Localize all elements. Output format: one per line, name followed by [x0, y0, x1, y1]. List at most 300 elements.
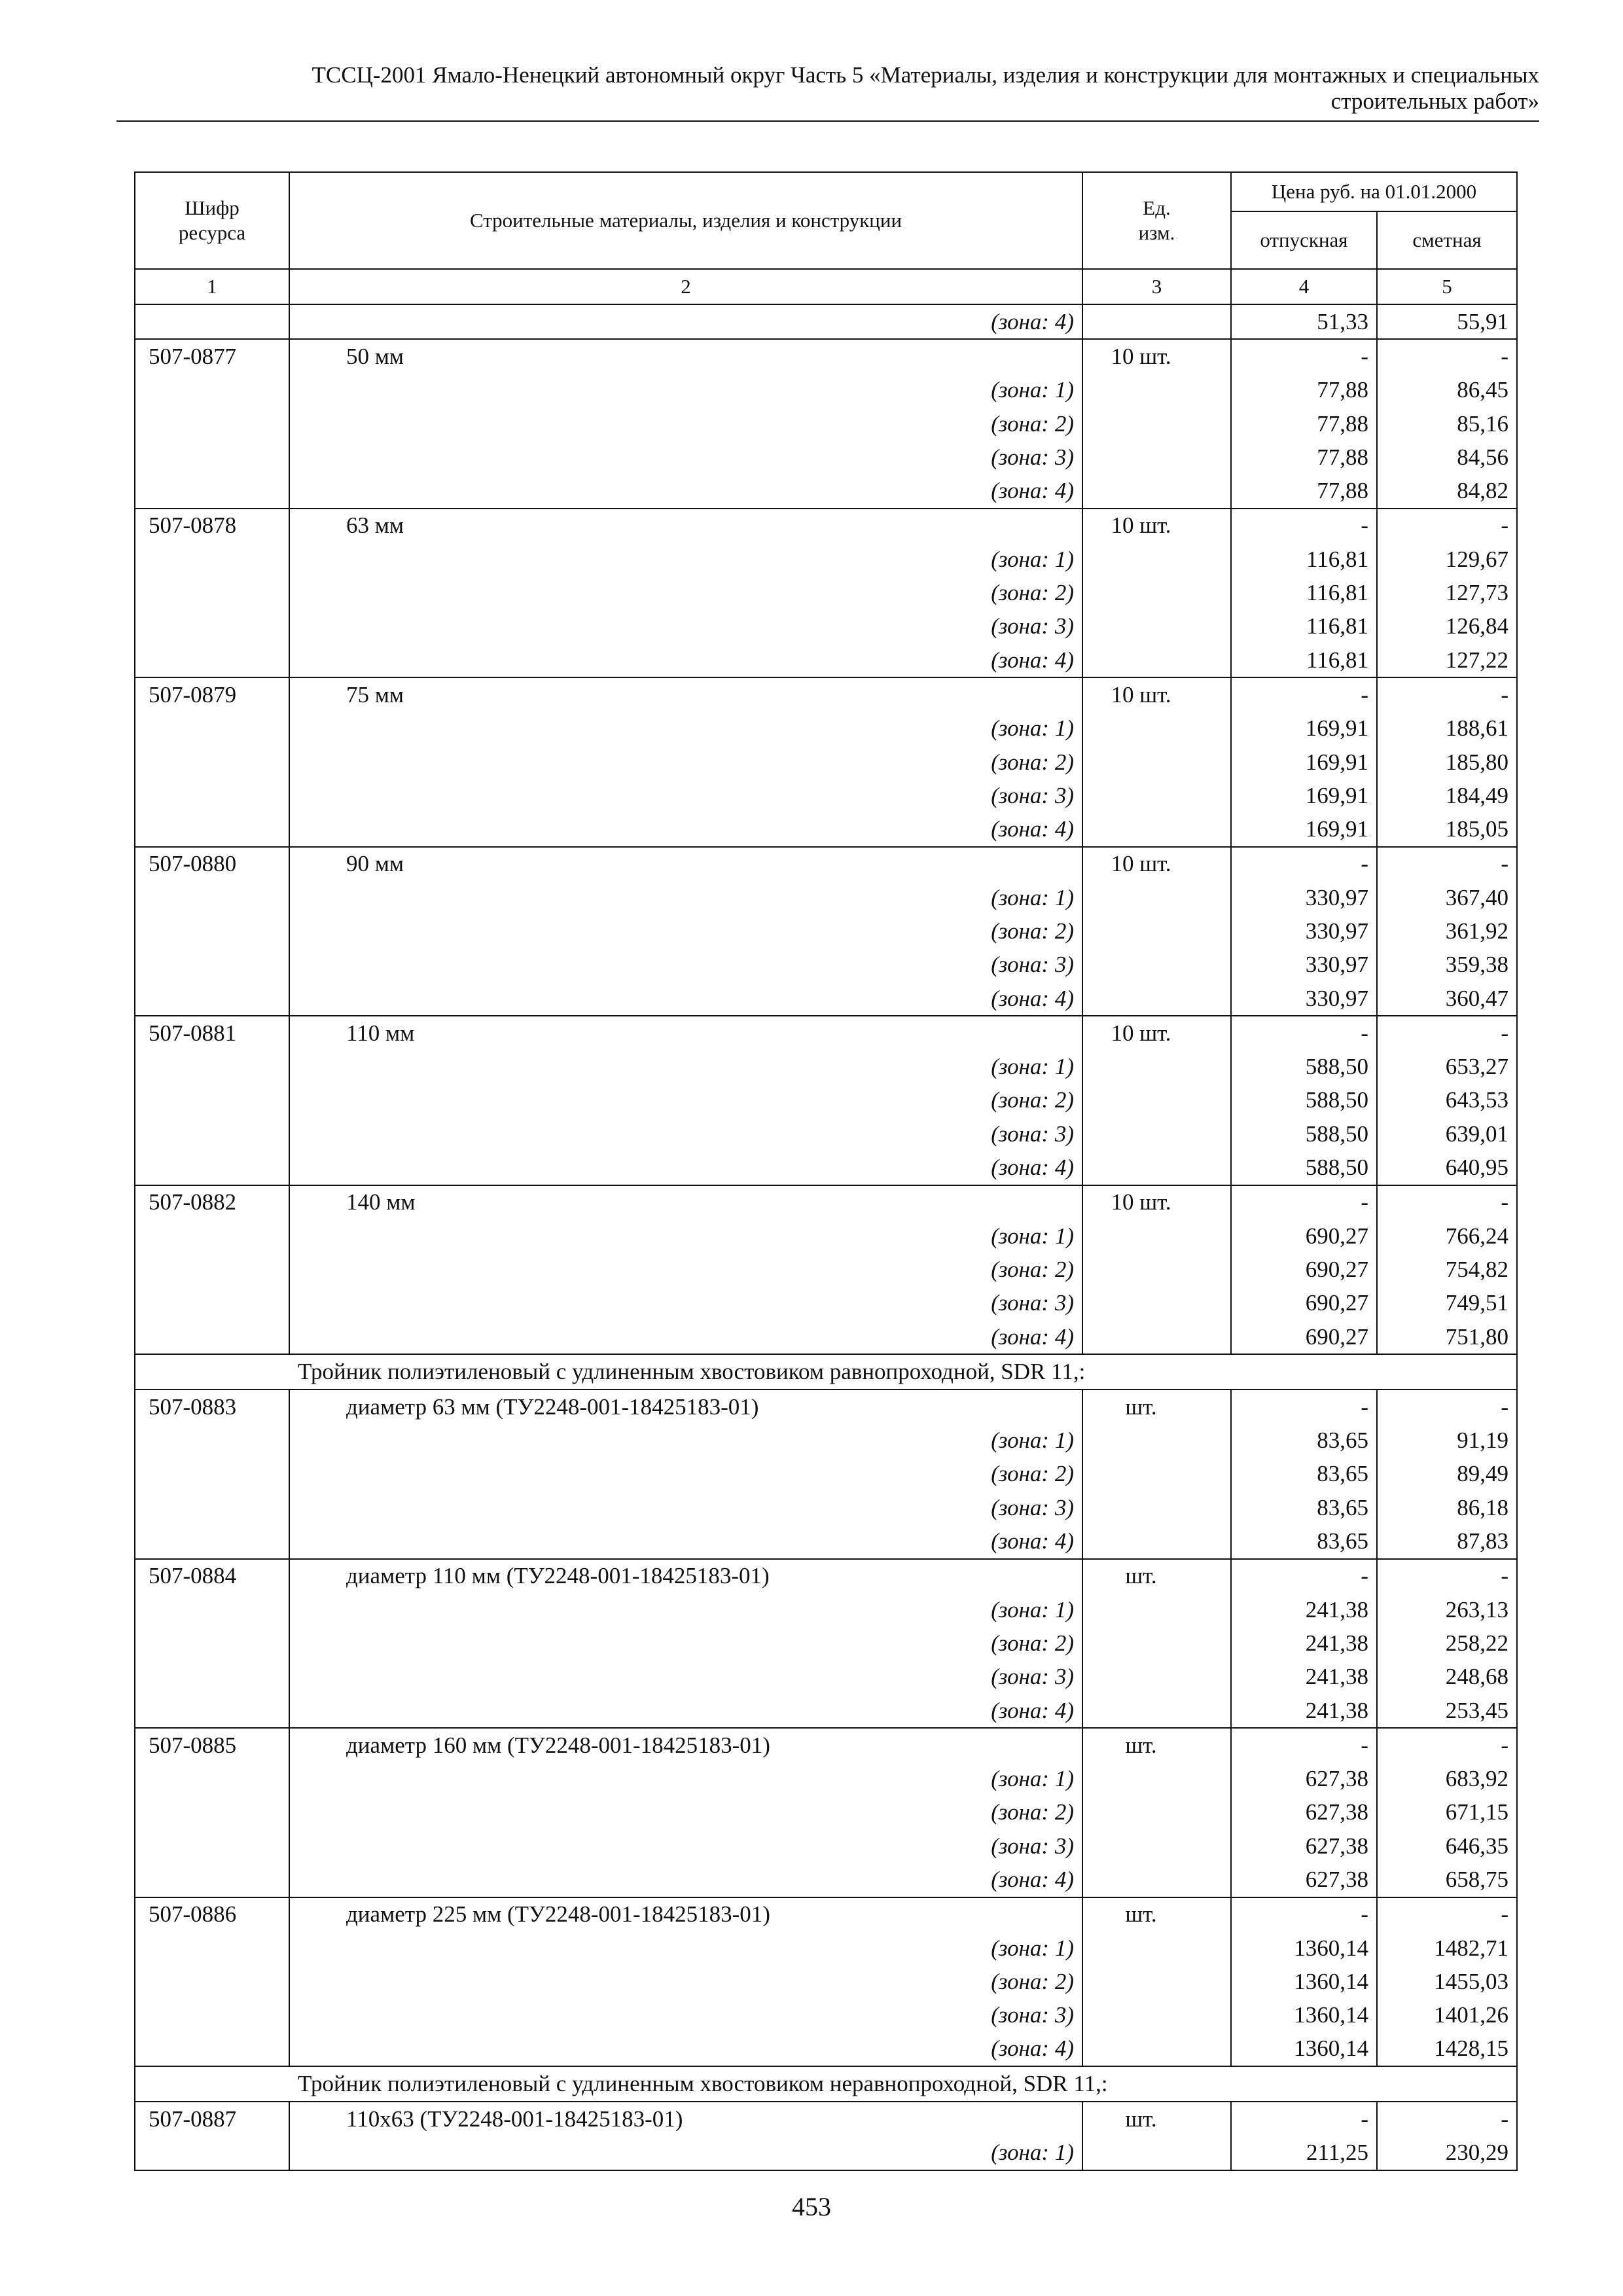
zone-estimate-price: 361,92	[1377, 914, 1517, 948]
zone-unit-cell	[1082, 1626, 1231, 1660]
zone-row	[135, 1593, 1517, 1626]
resource-code: 507-0880	[135, 847, 289, 881]
zone-row	[135, 1253, 1517, 1286]
zone-unit-cell	[1082, 1151, 1231, 1185]
table-row	[135, 677, 1517, 711]
zone-estimate-price: 127,73	[1377, 576, 1517, 609]
zone-label: (зона: 4)	[289, 1151, 1082, 1185]
zone-estimate-price: 248,68	[1377, 1660, 1517, 1694]
col-header-unit-line-2: изм.	[1138, 221, 1175, 244]
zone-release-price: 169,91	[1231, 812, 1377, 846]
zone-code-cell	[135, 745, 289, 779]
zone-code-cell	[135, 543, 289, 576]
estimate-price: -	[1377, 1185, 1517, 1219]
zone-code-cell	[135, 374, 289, 407]
zone-release-price: 690,27	[1231, 1253, 1377, 1286]
zone-label: (зона: 3)	[289, 440, 1082, 474]
zone-label: (зона: 1)	[289, 1219, 1082, 1253]
zone-estimate-price: 263,13	[1377, 1593, 1517, 1626]
col-header-estimate: сметная	[1377, 211, 1517, 269]
table-row	[135, 339, 1517, 373]
zone-label: (зона: 2)	[289, 1965, 1082, 1998]
zone-unit-cell	[1082, 1287, 1231, 1320]
zone-estimate-price: 258,22	[1377, 1626, 1517, 1660]
zone-code-cell	[135, 1458, 289, 1491]
zone-label: (зона: 1)	[289, 881, 1082, 914]
col-header-code	[135, 172, 289, 269]
zone-row	[135, 1491, 1517, 1524]
col-header-code-line-1: Шифр	[185, 196, 240, 219]
zone-label: (зона: 2)	[289, 407, 1082, 440]
zone-unit-cell	[1082, 1117, 1231, 1151]
unit: 10 шт.	[1082, 339, 1231, 373]
zone-row	[135, 610, 1517, 643]
zone-release-price: 169,91	[1231, 712, 1377, 745]
zone-unit-cell	[1082, 374, 1231, 407]
zone-code-cell	[135, 1151, 289, 1185]
zone-unit-cell	[1082, 1762, 1231, 1795]
unit: 10 шт.	[1082, 1185, 1231, 1219]
zone-code-cell	[135, 948, 289, 982]
zone-unit-cell	[1082, 1863, 1231, 1897]
zone-row	[135, 1424, 1517, 1458]
material-name: 140 мм	[289, 1185, 1082, 1219]
group-header-row	[135, 1354, 1517, 1390]
zone-code-cell	[135, 712, 289, 745]
zone-estimate-price: 86,18	[1377, 1491, 1517, 1524]
release-price: -	[1231, 339, 1377, 373]
zone-estimate-price: 127,22	[1377, 643, 1517, 677]
zone-row	[135, 1524, 1517, 1558]
resource-code: 507-0883	[135, 1390, 289, 1424]
zone-release-price: 588,50	[1231, 1151, 1377, 1185]
zone-code-cell	[135, 1524, 289, 1558]
zone-estimate-price: 640,95	[1377, 1151, 1517, 1185]
estimate-price: -	[1377, 1897, 1517, 1931]
zone-release-price: 690,27	[1231, 1219, 1377, 1253]
zone-estimate-price: 754,82	[1377, 1253, 1517, 1286]
col-number-2: 2	[289, 269, 1082, 304]
zone-code-cell	[135, 407, 289, 440]
zone-estimate-price: 671,15	[1377, 1796, 1517, 1829]
col-number-5: 5	[1377, 269, 1517, 304]
zone-code-cell	[135, 1593, 289, 1626]
resource-code: 507-0885	[135, 1728, 289, 1762]
zone-unit-cell	[1082, 948, 1231, 982]
table-row	[135, 1728, 1517, 1762]
zone-estimate-price: 1401,26	[1377, 1999, 1517, 2032]
running-header	[116, 62, 1539, 115]
unit: 10 шт.	[1082, 847, 1231, 881]
zone-estimate-price: 639,01	[1377, 1117, 1517, 1151]
unit: шт.	[1082, 1728, 1231, 1762]
zone-label: (зона: 3)	[289, 1829, 1082, 1863]
zone-row	[135, 1863, 1517, 1897]
release-price: -	[1231, 847, 1377, 881]
zone-row	[135, 1084, 1517, 1117]
header-rule	[116, 120, 1539, 122]
zone-label: (зона: 4)	[289, 304, 1082, 339]
zone-label: (зона: 2)	[289, 914, 1082, 948]
header-line-1: ТССЦ-2001 Ямало-Ненецкий автономный округ Часть 5 «Материалы, изделия и конструкции для монтажных и специальных	[312, 62, 1539, 88]
unit: шт.	[1082, 1897, 1231, 1931]
zone-release-price: 690,27	[1231, 1287, 1377, 1320]
zone-row	[135, 2136, 1517, 2170]
zone-row	[135, 914, 1517, 948]
zone-code-cell	[135, 1796, 289, 1829]
zone-estimate-price: 84,82	[1377, 474, 1517, 508]
zone-label: (зона: 4)	[289, 1320, 1082, 1354]
zone-row	[135, 576, 1517, 609]
zone-unit-cell	[1082, 576, 1231, 609]
zone-estimate-price: 751,80	[1377, 1320, 1517, 1354]
zone-unit-cell	[1082, 407, 1231, 440]
estimate-price: -	[1377, 509, 1517, 543]
zone-release-price: 627,38	[1231, 1829, 1377, 1863]
zone-unit-cell	[1082, 1424, 1231, 1458]
zone-unit-cell	[1082, 1796, 1231, 1829]
zone-release-price: 588,50	[1231, 1117, 1377, 1151]
zone-row	[135, 407, 1517, 440]
zone-row	[135, 474, 1517, 508]
unit: шт.	[1082, 1390, 1231, 1424]
zone-estimate-price: 55,91	[1377, 304, 1517, 339]
zone-row	[135, 745, 1517, 779]
release-price: -	[1231, 1559, 1377, 1593]
zone-unit-cell	[1082, 745, 1231, 779]
zone-unit-cell	[1082, 543, 1231, 576]
zone-release-price: 1360,14	[1231, 1965, 1377, 1998]
zone-unit-cell	[1082, 2136, 1231, 2170]
zone-label: (зона: 4)	[289, 812, 1082, 846]
zone-row	[135, 1287, 1517, 1320]
table-row	[135, 1185, 1517, 1219]
zone-unit-cell	[1082, 1829, 1231, 1863]
zone-unit-cell	[1082, 1050, 1231, 1084]
col-header-unit-line-1: Ед.	[1143, 196, 1171, 219]
zone-release-price: 77,88	[1231, 440, 1377, 474]
zone-estimate-price: 87,83	[1377, 1524, 1517, 1558]
zone-release-price: 330,97	[1231, 881, 1377, 914]
release-price: -	[1231, 1016, 1377, 1050]
group-header-row	[135, 2066, 1517, 2102]
zone-unit-cell	[1082, 1694, 1231, 1728]
zone-unit-cell	[1082, 2032, 1231, 2066]
resource-code: 507-0887	[135, 2102, 289, 2136]
zone-code-cell	[135, 1931, 289, 1965]
zone-label: (зона: 4)	[289, 2032, 1082, 2066]
zone-unit-cell	[1082, 643, 1231, 677]
zone-code-cell	[135, 1424, 289, 1458]
zone-row	[135, 1931, 1517, 1965]
zone-estimate-price: 653,27	[1377, 1050, 1517, 1084]
zone-release-price: 83,65	[1231, 1524, 1377, 1558]
price-table	[134, 171, 1518, 2171]
zone-code-cell	[135, 1965, 289, 1998]
group-title: Тройник полиэтиленовый с удлиненным хвостовиком равнопроходной, SDR 11,:	[135, 1354, 1517, 1390]
zone-unit-cell	[1082, 610, 1231, 643]
zone-row	[135, 1965, 1517, 1998]
zone-release-price: 83,65	[1231, 1424, 1377, 1458]
zone-release-price: 627,38	[1231, 1863, 1377, 1897]
zone-row	[135, 982, 1517, 1016]
zone-unit-cell	[1082, 1253, 1231, 1286]
zone-release-price: 116,81	[1231, 610, 1377, 643]
zone-label: (зона: 1)	[289, 1050, 1082, 1084]
zone-estimate-price: 253,45	[1377, 1694, 1517, 1728]
zone-code-cell	[135, 576, 289, 609]
zone-code-cell	[135, 1253, 289, 1286]
zone-estimate-price: 766,24	[1377, 1219, 1517, 1253]
estimate-price: -	[1377, 847, 1517, 881]
zone-release-price: 627,38	[1231, 1796, 1377, 1829]
zone-label: (зона: 1)	[289, 712, 1082, 745]
zone-label: (зона: 3)	[289, 1999, 1082, 2032]
zone-estimate-price: 749,51	[1377, 1287, 1517, 1320]
zone-code-cell	[135, 1694, 289, 1728]
col-number-3: 3	[1082, 269, 1231, 304]
table-row	[135, 1016, 1517, 1050]
zone-code-cell	[135, 779, 289, 812]
zone-estimate-price: 360,47	[1377, 982, 1517, 1016]
material-name: 90 мм	[289, 847, 1082, 881]
zone-code-cell	[135, 982, 289, 1016]
zone-estimate-price: 359,38	[1377, 948, 1517, 982]
zone-unit-cell	[1082, 1593, 1231, 1626]
zone-code-cell	[135, 1491, 289, 1524]
zone-label: (зона: 2)	[289, 745, 1082, 779]
unit: 10 шт.	[1082, 1016, 1231, 1050]
zone-code-cell	[135, 1999, 289, 2032]
zone-unit-cell	[1082, 1458, 1231, 1491]
zone-label: (зона: 1)	[289, 1762, 1082, 1795]
zone-label: (зона: 2)	[289, 1253, 1082, 1286]
zone-unit-cell	[1082, 1965, 1231, 1998]
zone-estimate-price: 91,19	[1377, 1424, 1517, 1458]
zone-unit-cell	[1082, 1320, 1231, 1354]
release-price: -	[1231, 1185, 1377, 1219]
zone-label: (зона: 3)	[289, 1660, 1082, 1694]
zone-label: (зона: 1)	[289, 1593, 1082, 1626]
release-price: -	[1231, 1390, 1377, 1424]
zone-release-price: 77,88	[1231, 374, 1377, 407]
zone-release-price: 116,81	[1231, 643, 1377, 677]
zone-label: (зона: 4)	[289, 643, 1082, 677]
unit: 10 шт.	[1082, 677, 1231, 711]
zone-estimate-price: 646,35	[1377, 1829, 1517, 1863]
zone-label: (зона: 3)	[289, 948, 1082, 982]
zone-estimate-price: 1482,71	[1377, 1931, 1517, 1965]
zone-code-cell	[135, 1117, 289, 1151]
zone-code-cell	[135, 610, 289, 643]
zone-release-price: 116,81	[1231, 576, 1377, 609]
table-row	[135, 1559, 1517, 1593]
table-row	[135, 2102, 1517, 2136]
col-header-release: отпускная	[1231, 211, 1377, 269]
zone-release-price: 241,38	[1231, 1593, 1377, 1626]
zone-unit-cell	[1082, 712, 1231, 745]
zone-estimate-price: 185,80	[1377, 745, 1517, 779]
zone-release-price: 83,65	[1231, 1491, 1377, 1524]
zone-release-price: 241,38	[1231, 1694, 1377, 1728]
zone-row	[135, 1458, 1517, 1491]
zone-release-price: 330,97	[1231, 914, 1377, 948]
zone-code-cell	[135, 474, 289, 508]
zone-label: (зона: 1)	[289, 1931, 1082, 1965]
zone-row	[135, 779, 1517, 812]
zone-label: (зона: 4)	[289, 1524, 1082, 1558]
zone-release-price: 1360,14	[1231, 2032, 1377, 2066]
zone-row	[135, 643, 1517, 677]
zone-label: (зона: 2)	[289, 1796, 1082, 1829]
zone-release-price: 116,81	[1231, 543, 1377, 576]
zone-row	[135, 812, 1517, 846]
estimate-price: -	[1377, 1728, 1517, 1762]
zone-label: (зона: 4)	[289, 982, 1082, 1016]
zone-row	[135, 1117, 1517, 1151]
resource-code: 507-0878	[135, 509, 289, 543]
zone-row	[135, 1626, 1517, 1660]
zone-estimate-price: 126,84	[1377, 610, 1517, 643]
zone-code-cell	[135, 812, 289, 846]
zone-row	[135, 948, 1517, 982]
col-header-price: Цена руб. на 01.01.2000	[1231, 172, 1517, 211]
zone-release-price: 690,27	[1231, 1320, 1377, 1354]
zone-release-price: 588,50	[1231, 1050, 1377, 1084]
zone-unit-cell	[1082, 1999, 1231, 2032]
zone-release-price: 169,91	[1231, 745, 1377, 779]
zone-label: (зона: 1)	[289, 2136, 1082, 2170]
zone-unit-cell	[1082, 1491, 1231, 1524]
group-title: Тройник полиэтиленовый с удлиненным хвостовиком неравнопроходной, SDR 11,:	[135, 2066, 1517, 2102]
zone-label: (зона: 2)	[289, 1084, 1082, 1117]
release-price: -	[1231, 2102, 1377, 2136]
material-name: диаметр 63 мм (ТУ2248-001-18425183-01)	[289, 1390, 1082, 1424]
zone-row	[135, 1694, 1517, 1728]
zone-code-cell	[135, 1084, 289, 1117]
resource-code: 507-0884	[135, 1559, 289, 1593]
zone-unit-cell	[1082, 779, 1231, 812]
zone-release-price: 241,38	[1231, 1626, 1377, 1660]
zone-row	[135, 1151, 1517, 1185]
zone-estimate-price: 86,45	[1377, 374, 1517, 407]
zone-row	[135, 2032, 1517, 2066]
zone-row	[135, 374, 1517, 407]
estimate-price: -	[1377, 339, 1517, 373]
resource-code: 507-0886	[135, 1897, 289, 1931]
zone-unit-cell	[1082, 440, 1231, 474]
zone-row	[135, 1829, 1517, 1863]
resource-code: 507-0881	[135, 1016, 289, 1050]
zone-unit-cell	[1082, 982, 1231, 1016]
zone-estimate-price: 89,49	[1377, 1458, 1517, 1491]
zone-code-cell	[135, 1829, 289, 1863]
zone-label: (зона: 1)	[289, 374, 1082, 407]
zone-estimate-price: 643,53	[1377, 1084, 1517, 1117]
zone-code-cell	[135, 914, 289, 948]
zone-release-price: 83,65	[1231, 1458, 1377, 1491]
zone-estimate-price: 1455,03	[1377, 1965, 1517, 1998]
resource-code: 507-0879	[135, 677, 289, 711]
zone-release-price: 211,25	[1231, 2136, 1377, 2170]
zone-code-cell	[135, 2032, 289, 2066]
estimate-price: -	[1377, 1016, 1517, 1050]
zone-estimate-price: 85,16	[1377, 407, 1517, 440]
zone-code-cell	[135, 2136, 289, 2170]
material-name: диаметр 160 мм (ТУ2248-001-18425183-01)	[289, 1728, 1082, 1762]
col-header-code-line-2: ресурса	[178, 221, 246, 244]
zone-code-cell	[135, 1287, 289, 1320]
zone-unit-cell	[1082, 1660, 1231, 1694]
zone-estimate-price: 658,75	[1377, 1863, 1517, 1897]
estimate-price: -	[1377, 1559, 1517, 1593]
zone-code-cell	[135, 1626, 289, 1660]
table-body	[135, 304, 1517, 2170]
zone-code-cell	[135, 1863, 289, 1897]
material-name: диаметр 225 мм (ТУ2248-001-18425183-01)	[289, 1897, 1082, 1931]
release-price: -	[1231, 1728, 1377, 1762]
zone-row	[135, 440, 1517, 474]
col-number-4: 4	[1231, 269, 1377, 304]
material-name: 63 мм	[289, 509, 1082, 543]
zone-release-price: 330,97	[1231, 982, 1377, 1016]
zone-label: (зона: 4)	[289, 1863, 1082, 1897]
zone-row	[135, 1660, 1517, 1694]
zone-row	[135, 1219, 1517, 1253]
zone-unit-cell	[1082, 1524, 1231, 1558]
table-row	[135, 1390, 1517, 1424]
release-price: -	[1231, 677, 1377, 711]
zone-code-cell	[135, 1660, 289, 1694]
zone-code-cell	[135, 1050, 289, 1084]
zone-label: (зона: 3)	[289, 779, 1082, 812]
release-price: -	[1231, 509, 1377, 543]
table-row	[135, 509, 1517, 543]
col-number-1: 1	[135, 269, 289, 304]
unit: 10 шт.	[1082, 509, 1231, 543]
col-header-name: Строительные материалы, изделия и конструкции	[289, 172, 1082, 269]
zone-release-price: 169,91	[1231, 779, 1377, 812]
zone-label: (зона: 3)	[289, 1287, 1082, 1320]
zone-estimate-price: 367,40	[1377, 881, 1517, 914]
table-row	[135, 1897, 1517, 1931]
material-name: 50 мм	[289, 339, 1082, 373]
zone-label: (зона: 4)	[289, 474, 1082, 508]
zone-label: (зона: 1)	[289, 543, 1082, 576]
zone-label: (зона: 3)	[289, 1117, 1082, 1151]
header-line-2: строительных работ»	[1330, 88, 1539, 114]
zone-code-cell	[135, 304, 289, 339]
zone-row	[135, 1050, 1517, 1084]
zone-estimate-price: 230,29	[1377, 2136, 1517, 2170]
zone-unit-cell	[1082, 304, 1231, 339]
zone-row	[135, 1762, 1517, 1795]
zone-row	[135, 543, 1517, 576]
zone-estimate-price: 683,92	[1377, 1762, 1517, 1795]
resource-code: 507-0877	[135, 339, 289, 373]
zone-code-cell	[135, 1762, 289, 1795]
unit: шт.	[1082, 2102, 1231, 2136]
col-header-unit	[1082, 172, 1231, 269]
zone-unit-cell	[1082, 1219, 1231, 1253]
zone-label: (зона: 2)	[289, 1626, 1082, 1660]
resource-code: 507-0882	[135, 1185, 289, 1219]
zone-code-cell	[135, 643, 289, 677]
zone-unit-cell	[1082, 812, 1231, 846]
zone-release-price: 330,97	[1231, 948, 1377, 982]
zone-code-cell	[135, 1320, 289, 1354]
zone-estimate-price: 84,56	[1377, 440, 1517, 474]
